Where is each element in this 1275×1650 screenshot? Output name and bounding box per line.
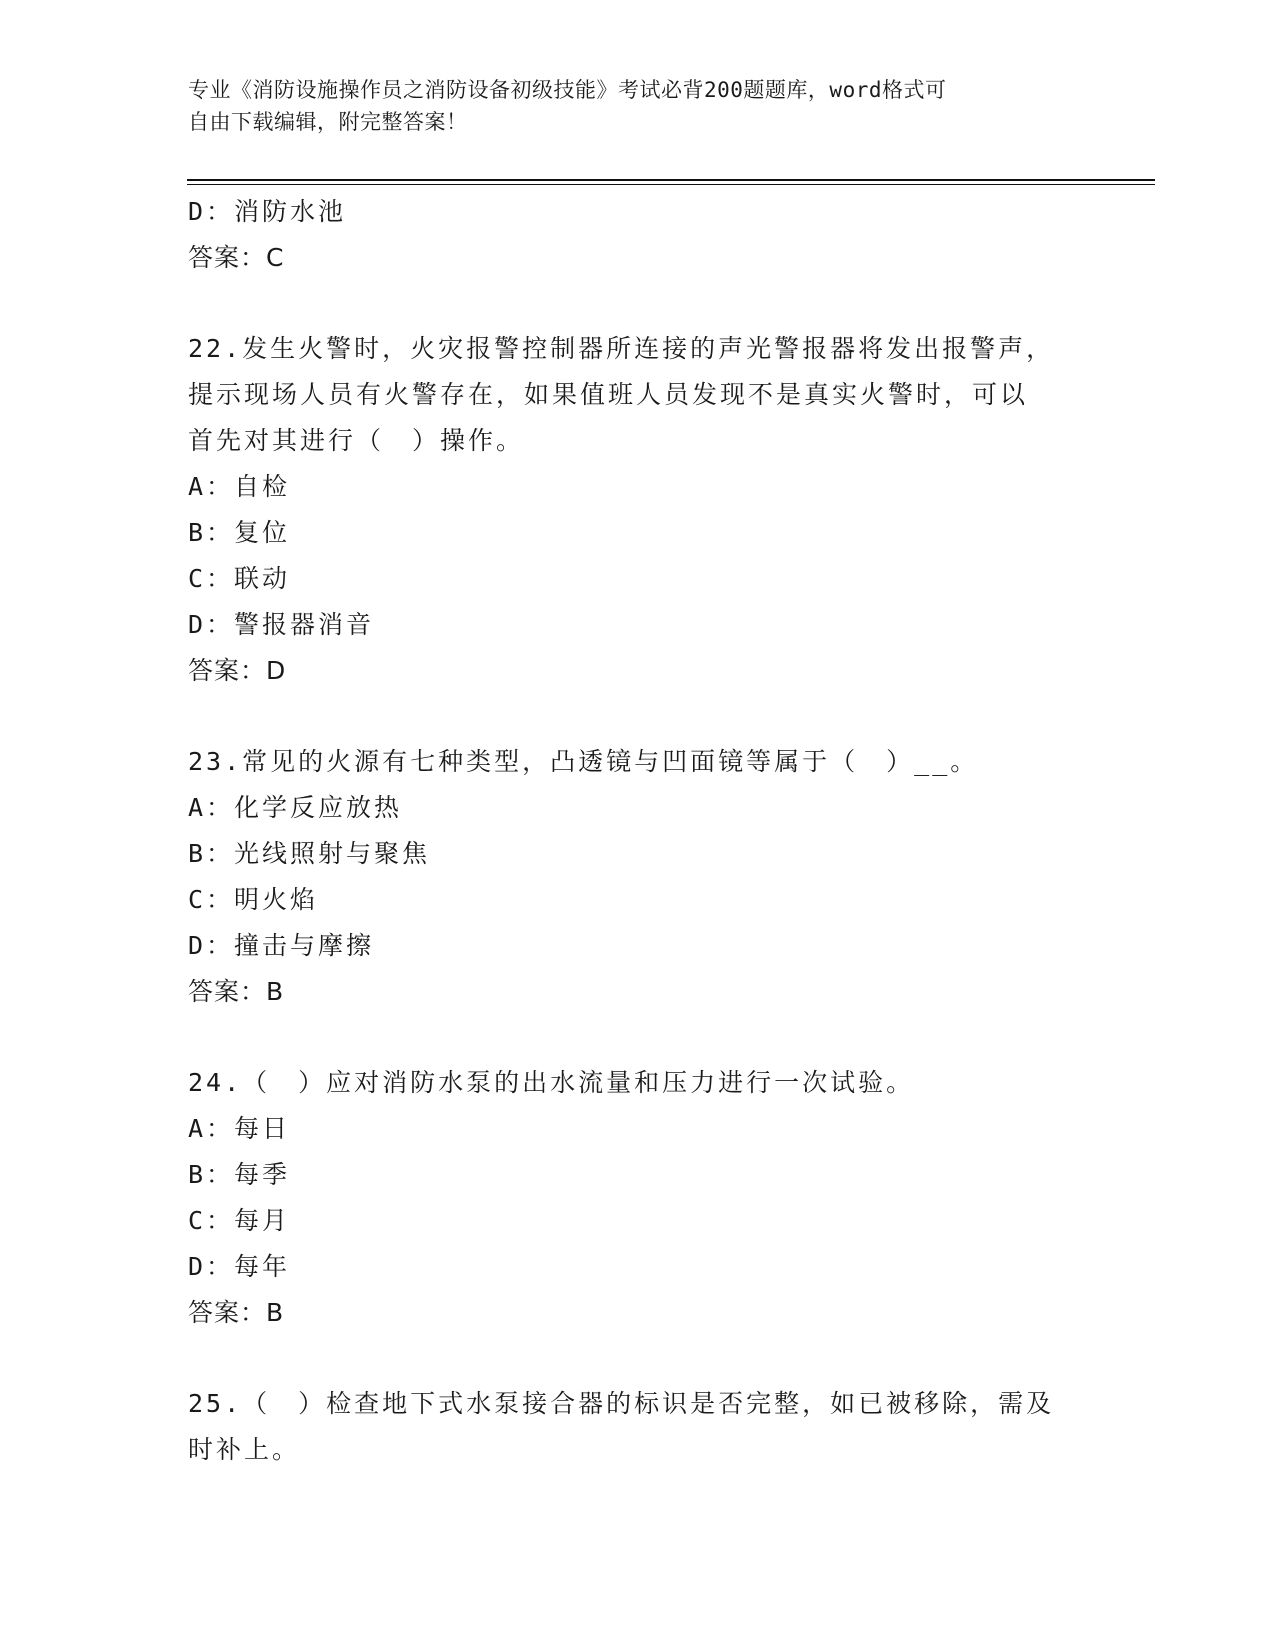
document-page: [188, 0, 1156, 1650]
option-a: A：每日: [188, 1114, 291, 1143]
question-22: [188, 326, 1088, 694]
option-d: D：消防水池: [188, 197, 347, 226]
header-line-2: 自由下载编辑，附完整答案！: [188, 110, 468, 134]
option-c: C：每月: [188, 1206, 291, 1235]
option-c: C：联动: [188, 564, 291, 593]
question-24: [188, 1060, 1088, 1336]
option-c: C：明火焰: [188, 885, 319, 914]
option-d: D：警报器消音: [188, 610, 375, 639]
header-line-1: 专业《消防设施操作员之消防设备初级技能》考试必背200题题库，word格式可: [188, 78, 947, 102]
page-header: [188, 74, 1088, 138]
question-stem-line: 25.（ ）检查地下式水泵接合器的标识是否完整，如已被移除，需及: [188, 1389, 1055, 1418]
question-stem-line: 23.常见的火源有七种类型，凸透镜与凹面镜等属于（ ）__。: [188, 747, 979, 776]
answer-label: 答案：B: [188, 1298, 285, 1327]
option-a: A：化学反应放热: [188, 793, 403, 822]
question-stem-line: 22.发生火警时，火灾报警控制器所连接的声光警报器将发出报警声，: [188, 334, 1055, 363]
option-d: D：撞击与摩擦: [188, 931, 375, 960]
answer-label: 答案：B: [188, 977, 285, 1006]
answer-label: 答案：D: [188, 656, 287, 685]
header-divider: [187, 179, 1155, 185]
question-list: [188, 189, 1088, 1473]
option-d: D：每年: [188, 1252, 291, 1281]
option-b: B：复位: [188, 518, 291, 547]
option-b: B：每季: [188, 1160, 291, 1189]
option-a: A：自检: [188, 472, 291, 501]
question-stem-line: 首先对其进行（ ）操作。: [188, 426, 525, 455]
question-23: [188, 739, 1088, 1015]
answer-label: 答案：C: [188, 243, 285, 272]
question-stem-line: 24.（ ）应对消防水泵的出水流量和压力进行一次试验。: [188, 1068, 915, 1097]
question-25: [188, 1381, 1088, 1473]
question-stem-line: 时补上。: [188, 1435, 301, 1464]
question-stem-line: 提示现场人员有火警存在，如果值班人员发现不是真实火警时，可以: [188, 380, 1029, 409]
option-b: B：光线照射与聚焦: [188, 839, 431, 868]
